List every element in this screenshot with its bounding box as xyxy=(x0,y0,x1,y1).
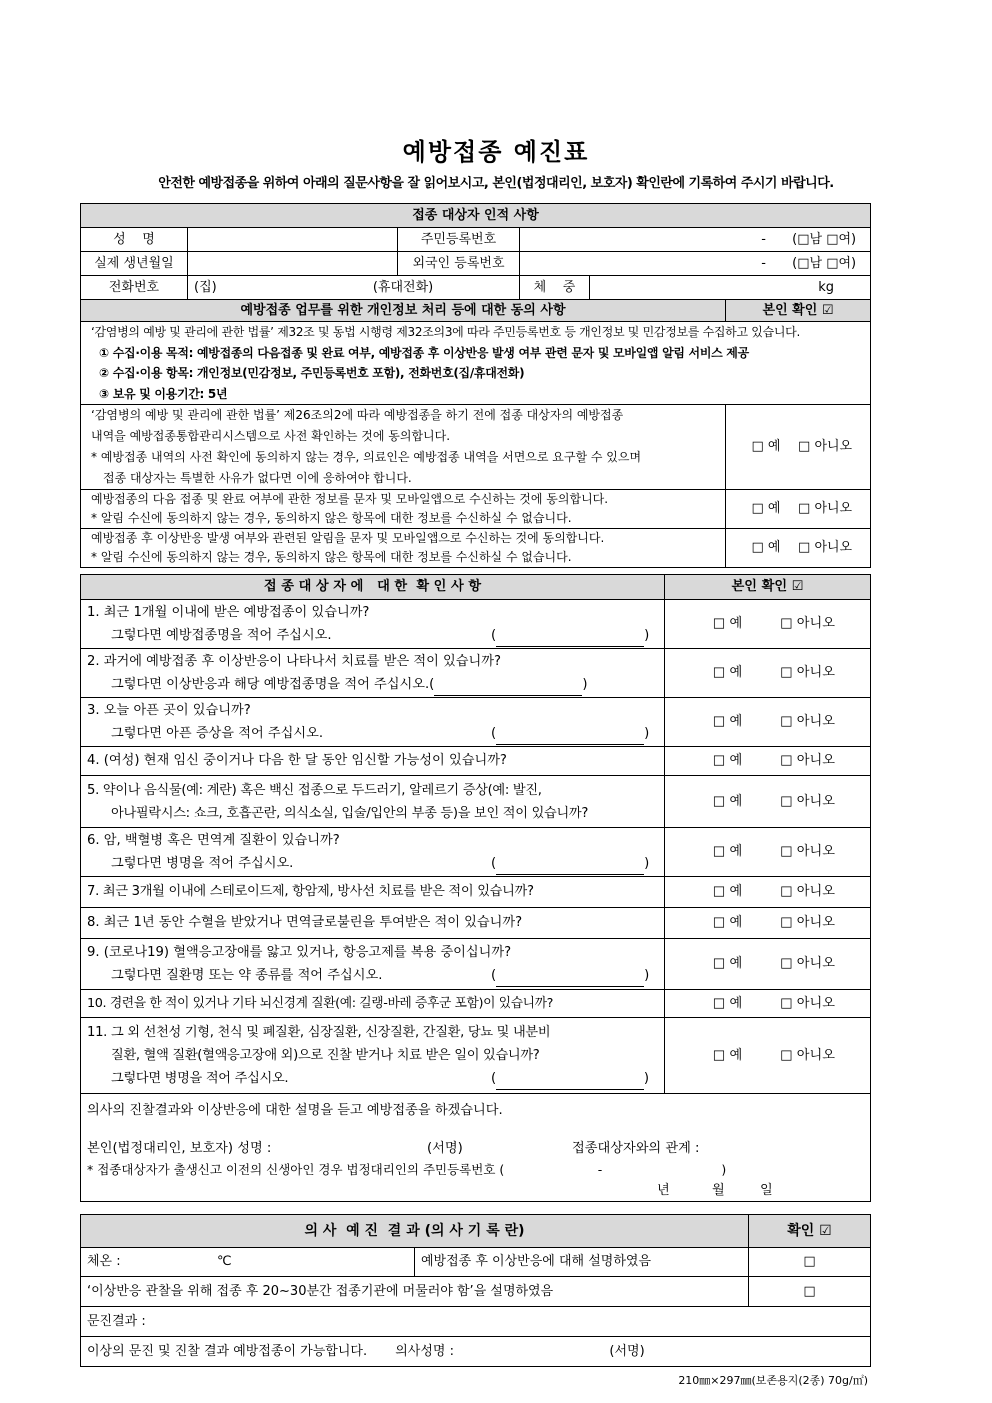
doctor-check-header: 확인 ☑ xyxy=(749,1215,871,1248)
consent-check-header: 본인 확인 ☑ xyxy=(726,300,871,322)
question-1-answer[interactable] xyxy=(496,633,644,647)
question-8: 8. 최근 1년 동안 수혈을 받았거나 면역글로불린을 투여받은 적이 있습니까? xyxy=(81,908,665,939)
consent-q3-no[interactable]: □ 아니오 xyxy=(798,540,853,556)
sign-note: * 접종대상자가 출생신고 이전의 신생아인 경우 법정대리인의 주민등록번호 ( - ) xyxy=(87,1162,727,1177)
consent-q2-yes[interactable]: □ 예 xyxy=(751,501,781,517)
question-6: 6. 암, 백혈병 혹은 면역계 질환이 있습니까? xyxy=(87,833,340,848)
final-row xyxy=(81,1337,871,1367)
sign-name-label: 본인(법정대리인, 보호자) 성명 : xyxy=(87,1141,272,1156)
question-7: 7. 최근 3개월 이내에 스테로이드제, 항암제, 방사선 치료를 받은 적이 있습니까? xyxy=(81,877,665,908)
birth-input[interactable] xyxy=(188,252,398,276)
foreign-label: 외국인 등록번호 xyxy=(398,252,520,276)
q5-no[interactable]: □ 아니오 xyxy=(780,793,835,809)
q9-yes[interactable]: □ 예 xyxy=(712,956,743,972)
doctor-sign-label: 의사성명 : xyxy=(395,1343,454,1359)
question-5-sub: 아나필락시스: 쇼크, 호흡곤란, 의식소실, 입술/입안의 부종 등)을 보인 적이 있습니까? xyxy=(111,805,589,821)
q7-yes[interactable]: □ 예 xyxy=(712,884,743,900)
rrn-label: 주민등록번호 xyxy=(398,228,520,252)
foreign-sex-checkbox[interactable]: (□남 □여) xyxy=(792,255,857,271)
consent-item-1: ① 수집·이용 목적: 예방접종의 다음접종 및 완료 여부, 예방접종 후 이상반응 발생 여부 관련 문자 및 모바일앱 알림 서비스 제공 xyxy=(99,345,749,360)
sign-statement: 의사의 진찰결과와 이상반응에 대한 설명을 듣고 예방접종을 하겠습니다. xyxy=(87,1103,503,1118)
q2-no[interactable]: □ 아니오 xyxy=(780,665,835,681)
q11-no[interactable]: □ 아니오 xyxy=(780,1047,835,1063)
page-title: 예방접종 예진표 xyxy=(402,138,590,166)
consent-q2-line2: * 알림 수신에 동의하지 않는 경우, 동의하지 않은 항목에 대한 정보를 수신하실 수 없습니다. xyxy=(91,511,572,525)
q4-yes[interactable]: □ 예 xyxy=(712,753,743,769)
identity-header: 접종 대상자 인적 사항 xyxy=(81,204,871,228)
rrn-input[interactable] xyxy=(520,228,871,252)
q5-yes[interactable]: □ 예 xyxy=(712,793,743,809)
q3-yes[interactable]: □ 예 xyxy=(712,714,743,730)
consent-q1-line1: ‘감염병의 예방 및 관리에 관한 법률’ 제26조의2에 따라 예방접종을 하기 전에 접종 대상자의 예방접종 xyxy=(91,408,624,422)
q8-no[interactable]: □ 아니오 xyxy=(780,915,835,931)
observe-label: ‘이상반응 관찰을 위해 접종 후 20~30분간 접종기관에 머물러야 함’을 설명하였음 xyxy=(81,1277,749,1307)
consent-q1-yes[interactable]: □ 예 xyxy=(751,439,781,455)
question-1-sub: 그렇다면 예방접종명을 적어 주십시오. ( ) xyxy=(87,624,658,647)
explained-checkbox[interactable]: □ xyxy=(749,1248,871,1277)
doctor-header: 의 사 예 진 결 과 (의 사 기 록 란) xyxy=(81,1215,749,1248)
weight-label: 체 중 xyxy=(520,276,590,300)
identity-consent-table xyxy=(80,203,871,568)
question-6-sub: 그렇다면 병명을 적어 주십시오. ( ) xyxy=(87,852,658,875)
result-label: 문진결과 : xyxy=(87,1313,146,1329)
paper-spec: 210㎜×297㎜(보존용지(2종) 70g/㎡) xyxy=(678,1374,868,1387)
doctor-seal[interactable]: (서명) xyxy=(609,1343,645,1359)
question-9-answer[interactable] xyxy=(496,973,644,987)
consent-header: 예방접종 업무를 위한 개인정보 처리 등에 대한 동의 사항 xyxy=(81,300,726,322)
consent-item-2: ② 수집·이용 항목: 개인정보(민감정보, 주민등록번호 포함), 전화번호(집/휴대전화) xyxy=(99,366,525,380)
consent-q2-checks xyxy=(726,490,871,529)
q1-no[interactable]: □ 아니오 xyxy=(780,616,835,632)
weight-unit: kg xyxy=(818,279,835,295)
name-label: 성 명 xyxy=(81,228,188,252)
sign-date[interactable]: 년 월 일 xyxy=(657,1183,773,1198)
foreign-dash: - xyxy=(761,255,766,271)
consent-q3-checks xyxy=(726,529,871,568)
final-statement: 이상의 문진 및 진찰 결과 예방접종이 가능합니다. xyxy=(87,1343,368,1359)
consent-q1-line2: 내역을 예방접종통합관리시스템으로 사전 확인하는 것에 동의합니다. xyxy=(91,429,451,443)
question-10: 10. 경련을 한 적이 있거나 기타 뇌신경계 질환(예: 길랭-바레 증후군 포함)이 있습니까? xyxy=(81,990,665,1018)
consent-q1-checks xyxy=(726,405,871,490)
sex-checkbox[interactable]: (□남 □여) xyxy=(792,231,857,247)
question-4: 4. (여성) 현재 임신 중이거나 다음 한 달 동안 임신할 가능성이 있습니까? xyxy=(81,747,665,776)
question-11: 11. 그 외 선천성 기형, 천식 및 폐질환, 심장질환, 신장질환, 간질환, 당뇨 및 내분비 xyxy=(87,1025,551,1040)
question-1: 1. 최근 1개월 이내에 받은 예방접종이 있습니까? xyxy=(87,605,370,620)
question-11-answer[interactable] xyxy=(496,1076,644,1090)
question-3: 3. 오늘 아픈 곳이 있습니까? xyxy=(87,703,251,718)
q8-yes[interactable]: □ 예 xyxy=(712,915,743,931)
temp-cell[interactable] xyxy=(81,1248,415,1277)
q6-yes[interactable]: □ 예 xyxy=(712,844,743,860)
screening-check-header: 본인 확인 ☑ xyxy=(665,575,871,600)
birth-label: 실제 생년월일 xyxy=(81,252,188,276)
q10-no[interactable]: □ 아니오 xyxy=(780,995,835,1011)
q6-no[interactable]: □ 아니오 xyxy=(780,844,835,860)
question-11-sub: 질환, 혈액 질환(혈액응고장애 외)으로 진찰 받거나 치료 받은 일이 있습니까? xyxy=(111,1048,540,1063)
consent-q1-no[interactable]: □ 아니오 xyxy=(798,439,853,455)
consent-law-text: ‘감염병의 예방 및 관리에 관한 법률’ 제32조 및 동법 시행령 제32조의3에 따라 주민등록번호 등 개인정보 및 민감정보를 수집하고 있습니다. xyxy=(91,325,800,339)
sign-seal[interactable]: (서명) xyxy=(427,1141,463,1156)
name-input[interactable] xyxy=(188,228,398,252)
mobile-label: (휴대전화) xyxy=(372,279,434,295)
question-2-sub: 그렇다면 이상반응과 해당 예방접종명을 적어 주십시오.( ) xyxy=(87,673,658,696)
consent-q2-no[interactable]: □ 아니오 xyxy=(798,501,853,517)
home-label: (집) xyxy=(194,279,217,295)
phone-input[interactable] xyxy=(188,276,520,300)
consent-q1-line3: * 예방접종 내역의 사전 확인에 동의하지 않는 경우, 의료인은 예방접종 내역을 서면으로 요구할 수 있으며 xyxy=(91,450,642,464)
result-field[interactable] xyxy=(81,1307,871,1337)
question-5: 5. 약이나 음식물(예: 계란) 혹은 백신 접종으로 두드러기, 알레르기 증상(예: 발진, xyxy=(87,782,542,798)
consent-q2-line1: 예방접종의 다음 접종 및 완료 여부에 관한 정보를 문자 및 모바일앱으로 수신하는 것에 동의합니다. xyxy=(91,492,609,506)
question-9-sub: 그렇다면 질환명 또는 약 종류를 적어 주십시오. ( ) xyxy=(87,964,658,987)
q3-no[interactable]: □ 아니오 xyxy=(780,714,835,730)
sign-line xyxy=(87,1138,864,1159)
question-3-answer[interactable] xyxy=(496,731,644,745)
q4-no[interactable]: □ 아니오 xyxy=(780,753,835,769)
q7-no[interactable]: □ 아니오 xyxy=(780,884,835,900)
page-subtitle: 안전한 예방접종을 위하여 아래의 질문사항을 잘 읽어보시고, 본인(법정대리인, 보호자) 확인란에 기록하여 주시기 바랍니다. xyxy=(158,176,834,191)
consent-q3-line1: 예방접종 후 이상반응 발생 여부와 관련된 알림을 문자 및 모바일앱으로 수신하는 것에 동의합니다. xyxy=(91,531,605,545)
rrn-dash: - xyxy=(761,231,766,247)
question-11-sub2: 그렇다면 병명을 적어 주십시오. ( ) xyxy=(87,1067,658,1090)
q2-yes[interactable]: □ 예 xyxy=(712,665,743,681)
screening-table xyxy=(80,574,871,1202)
observe-checkbox[interactable]: □ xyxy=(749,1277,871,1307)
weight-input[interactable] xyxy=(590,276,871,300)
consent-q3-line2: * 알림 수신에 동의하지 않는 경우, 동의하지 않은 항목에 대한 정보를 수신하실 수 없습니다. xyxy=(91,550,572,564)
question-9: 9. (코로나19) 혈액응고장애를 앓고 있거나, 항응고제를 복용 중이십니까? xyxy=(87,945,512,960)
consent-q3-yes[interactable]: □ 예 xyxy=(751,540,781,556)
consent-q1-line4: 접종 대상자는 특별한 사유가 없다면 이에 응하여야 합니다. xyxy=(103,471,412,485)
question-2: 2. 과거에 예방접종 후 이상반응이 나타나서 치료를 받은 적이 있습니까? xyxy=(87,654,502,669)
explained-label: 예방접종 후 이상반응에 대해 설명하였음 xyxy=(415,1248,749,1277)
doctor-table xyxy=(80,1214,871,1367)
foreign-input[interactable] xyxy=(520,252,871,276)
q9-no[interactable]: □ 아니오 xyxy=(780,956,835,972)
question-3-sub: 그렇다면 아픈 증상을 적어 주십시오. ( ) xyxy=(87,722,658,745)
q10-yes[interactable]: □ 예 xyxy=(712,995,743,1011)
q11-yes[interactable]: □ 예 xyxy=(712,1047,743,1063)
screening-header: 접 종 대 상 자 에 대 한 확 인 사 항 xyxy=(81,575,665,600)
question-6-answer[interactable] xyxy=(496,861,644,875)
sign-relation-label: 접종대상자와의 관계 : xyxy=(572,1141,700,1156)
temp-label: 체온 : xyxy=(87,1254,121,1270)
phone-label: 전화번호 xyxy=(81,276,188,300)
temp-unit: ℃ xyxy=(217,1254,232,1270)
question-2-answer[interactable] xyxy=(434,682,582,696)
consent-item-3: ③ 보유 및 이용기간: 5년 xyxy=(99,386,228,401)
q1-yes[interactable]: □ 예 xyxy=(712,616,743,632)
